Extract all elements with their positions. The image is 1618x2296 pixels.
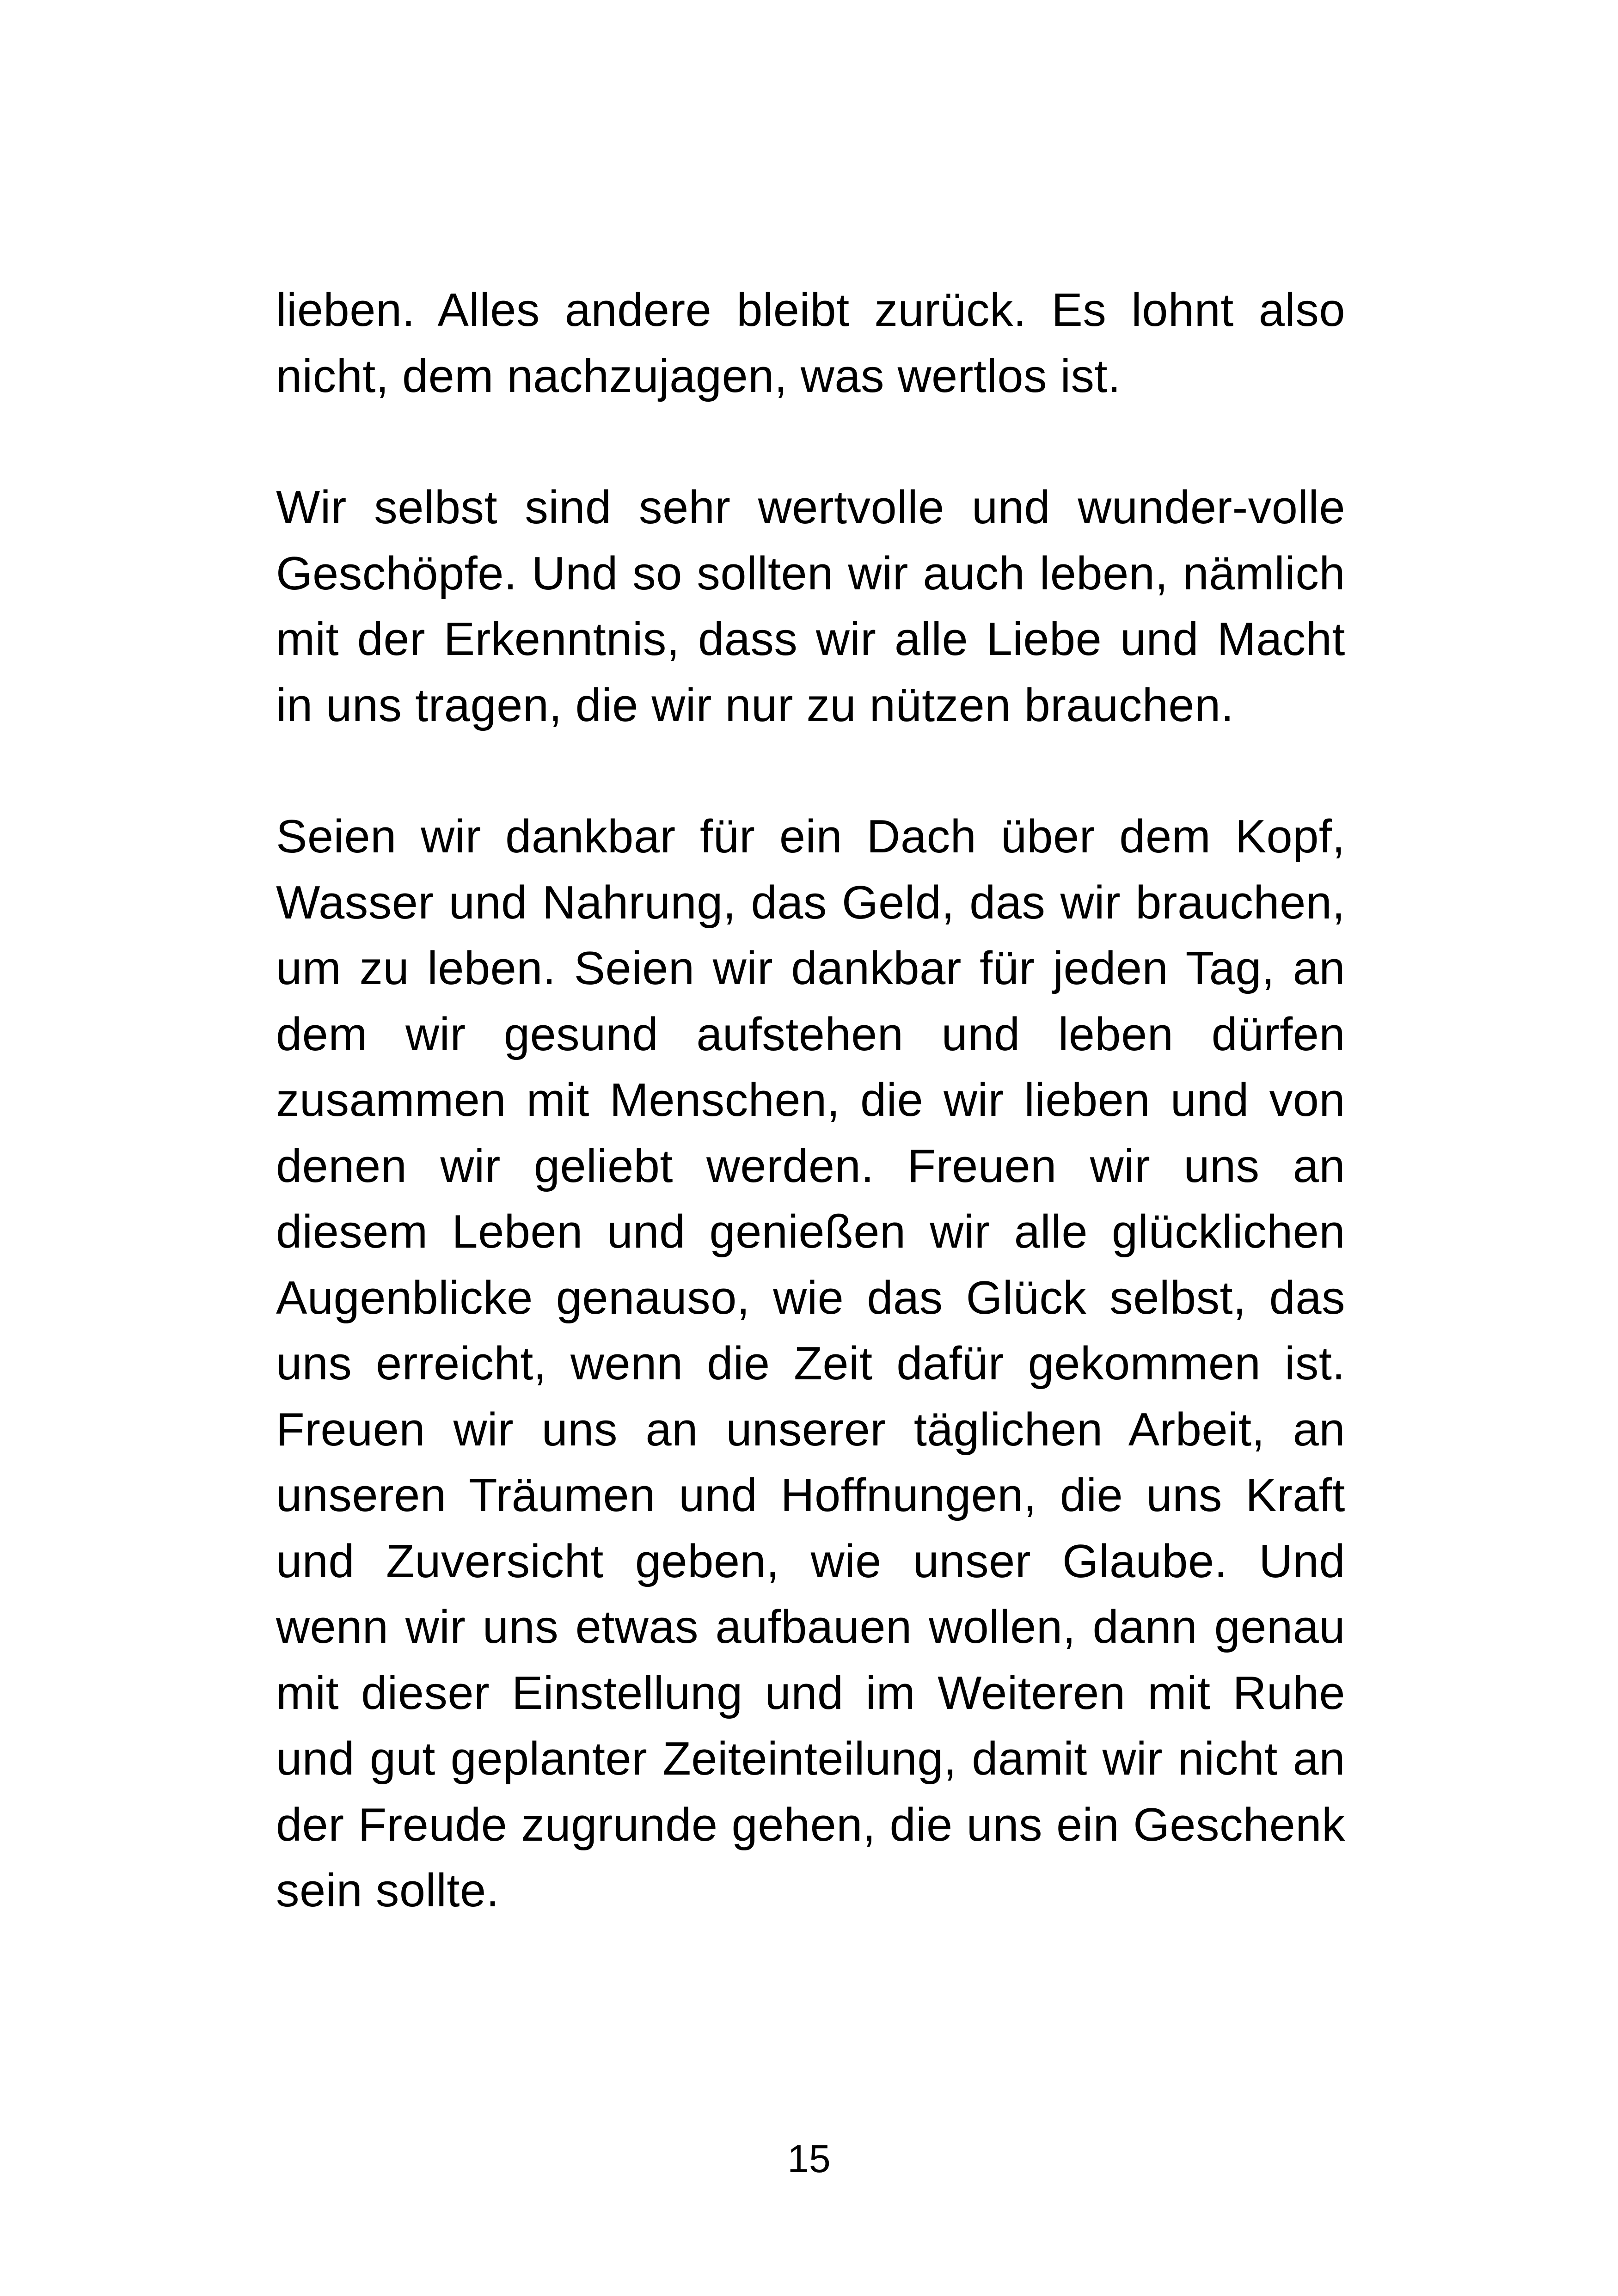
paragraph-1: lieben. Alles andere bleibt zurück. Es lohnt also nicht, dem nachzujagen, was wertlos ist. [276, 284, 1345, 402]
paragraph-2: Wir selbst sind sehr wertvolle und wunder-volle Geschöpfe. Und so sollten wir auch leben, nämlich mit der Erkenntnis, dass wir alle Liebe und Macht in uns tragen, die wir nur zu nützen brauchen. [276, 482, 1345, 731]
page-number: 15 [787, 2137, 831, 2180]
paragraph-3: Seien wir dankbar für ein Dach über dem Kopf, Wasser und Nahrung, das Geld, das wir brauchen, um zu leben. Seien wir dankbar für jeden Tag, an dem wir gesund aufstehen und leben dürfen zusammen mit Menschen, die wir lieben und von denen wir geliebt werden. Freuen wir uns an diesem Leben und genießen wir alle glücklichen Augenblicke genauso, wie das Glück selbst, das uns erreicht, wenn die Zeit dafür gekommen ist. Freuen wir uns an unserer täglichen Arbeit, an unseren Träumen und Hoffnungen, die uns Kraft und Zuversicht geben, wie unser Glaube. Und wenn wir uns etwas aufbauen wollen, dann genau mit dieser Einstellung und im Weiteren mit Ruhe und gut geplanter Zeiteinteilung, damit wir nicht an der Freude zugrunde gehen, die uns ein Geschenk sein sollte. [276, 811, 1345, 1916]
body-text [276, 277, 1345, 1924]
